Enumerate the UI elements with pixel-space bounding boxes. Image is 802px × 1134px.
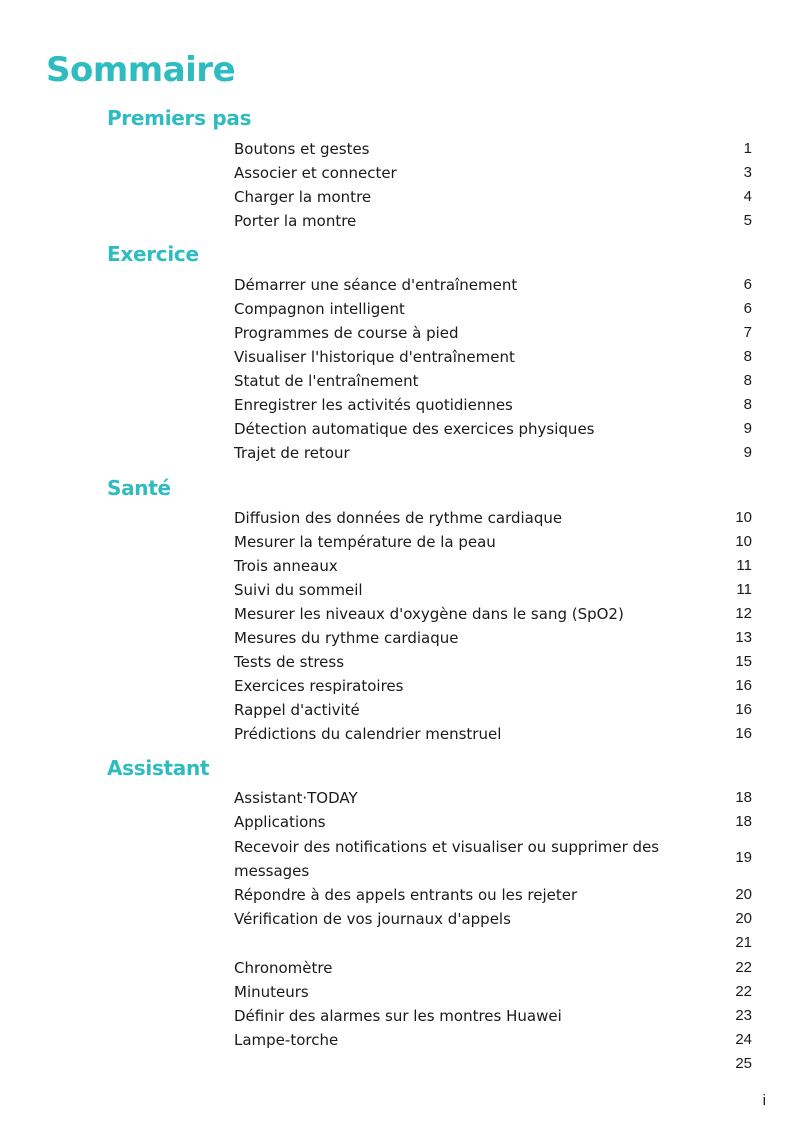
toc-entry-label[interactable]: Chronomètre	[234, 959, 333, 977]
toc-entry-label[interactable]: Charger la montre	[234, 188, 372, 206]
toc-entry-page: 20	[735, 886, 752, 903]
toc-entry-label[interactable]: Détection automatique des exercices physiques	[234, 420, 595, 438]
toc-entry-label[interactable]: Démarrer une séance d'entraînement	[234, 276, 518, 294]
toc-entry-label[interactable]: Rappel d'activité	[234, 701, 360, 719]
toc-entry-page: 5	[743, 212, 752, 229]
toc-entry[interactable]	[234, 835, 752, 883]
toc-entry-label[interactable]: Prédictions du calendrier menstruel	[234, 725, 502, 743]
toc-entry-label[interactable]: Boutons et gestes	[234, 140, 370, 158]
section-title-premiers-pas: Premiers pas	[107, 106, 252, 130]
section-title-sante: Santé	[107, 476, 171, 500]
toc-entry-page: 21	[735, 934, 752, 951]
page-number: i	[762, 1092, 766, 1109]
toc-entry-label[interactable]: Recevoir des notifications et visualiser ou supprimer des messages	[234, 838, 660, 880]
toc-entry-page: 7	[743, 324, 752, 341]
toc-entry-label[interactable]: Porter la montre	[234, 212, 357, 230]
toc-entry-page: 18	[735, 789, 752, 806]
toc-entry-label[interactable]: Diffusion des données de rythme cardiaque	[234, 509, 563, 527]
toc-entry-label[interactable]: Compagnon intelligent	[234, 300, 405, 318]
toc-entry-page: 16	[735, 725, 752, 742]
toc-entry-label[interactable]: Trajet de retour	[234, 444, 350, 462]
toc-entry-label[interactable]: Mesurer les niveaux d'oxygène dans le sang (SpO2)	[234, 605, 624, 623]
toc-entry-page: 20	[735, 910, 752, 927]
toc-entry-label[interactable]: Vérification de vos journaux d'appels	[234, 910, 511, 928]
toc-entry-label[interactable]: Programmes de course à pied	[234, 324, 459, 342]
toc-entry-label[interactable]: Associer et connecter	[234, 164, 397, 182]
toc-entry-label[interactable]: Répondre à des appels entrants ou les rejeter	[234, 886, 578, 904]
toc-entry-page: 3	[743, 164, 752, 181]
toc-entry-label[interactable]: Statut de l'entraînement	[234, 372, 419, 390]
toc-entry-label[interactable]: Suivi du sommeil	[234, 581, 363, 599]
toc-entry-label[interactable]: Enregistrer les activités quotidiennes	[234, 396, 513, 414]
toc-entry-page: 19	[735, 849, 752, 866]
toc-entry-label[interactable]: Assistant·TODAY	[234, 789, 358, 807]
section-title-assistant: Assistant	[107, 756, 210, 780]
toc-entry-page: 8	[743, 348, 752, 365]
toc-entry-page: 22	[735, 959, 752, 976]
toc-entry-page: 22	[735, 983, 752, 1000]
toc-entry-label[interactable]: Tests de stress	[234, 653, 345, 671]
section-title-exercice: Exercice	[107, 242, 199, 266]
toc-entry-page: 6	[743, 276, 752, 293]
toc-entry-page: 24	[735, 1031, 752, 1048]
toc-entry-page: 13	[735, 629, 752, 646]
toc-entry-page: 8	[743, 372, 752, 389]
toc-entry-page: 16	[735, 701, 752, 718]
toc-entry-label[interactable]: Trois anneaux	[234, 557, 338, 575]
toc-entry-page: 16	[735, 677, 752, 694]
page-title: Sommaire	[46, 50, 236, 90]
toc-entry-page: 11	[736, 557, 752, 574]
toc-entry-page: 9	[743, 420, 752, 437]
toc-entry-page: 10	[735, 533, 752, 550]
toc-entry-label[interactable]: Applications	[234, 813, 326, 831]
toc-entry-label[interactable]: Exercices respiratoires	[234, 677, 404, 695]
toc-entry-page: 9	[743, 444, 752, 461]
toc-entry-label[interactable]: Mesures du rythme cardiaque	[234, 629, 459, 647]
toc-entry-page: 4	[743, 188, 752, 205]
toc-entry-page: 8	[743, 396, 752, 413]
toc-entry-page: 25	[735, 1055, 752, 1072]
toc-entry-page: 23	[735, 1007, 752, 1024]
toc-entry-label[interactable]: Mesurer la température de la peau	[234, 533, 496, 551]
toc-entry-page: 1	[743, 140, 752, 157]
toc-entry-page: 6	[743, 300, 752, 317]
toc-entry-page: 11	[736, 581, 752, 598]
toc-entry-label[interactable]: Définir des alarmes sur les montres Huawei	[234, 1007, 562, 1025]
toc-entry-label[interactable]: Lampe-torche	[234, 1031, 339, 1049]
toc-entry-page: 18	[735, 813, 752, 830]
toc-entry-page: 15	[735, 653, 752, 670]
toc-entry-label[interactable]: Visualiser l'historique d'entraînement	[234, 348, 515, 366]
toc-entry-page: 10	[735, 509, 752, 526]
toc-entry-page: 12	[735, 605, 752, 622]
toc-entry-label[interactable]: Minuteurs	[234, 983, 309, 1001]
